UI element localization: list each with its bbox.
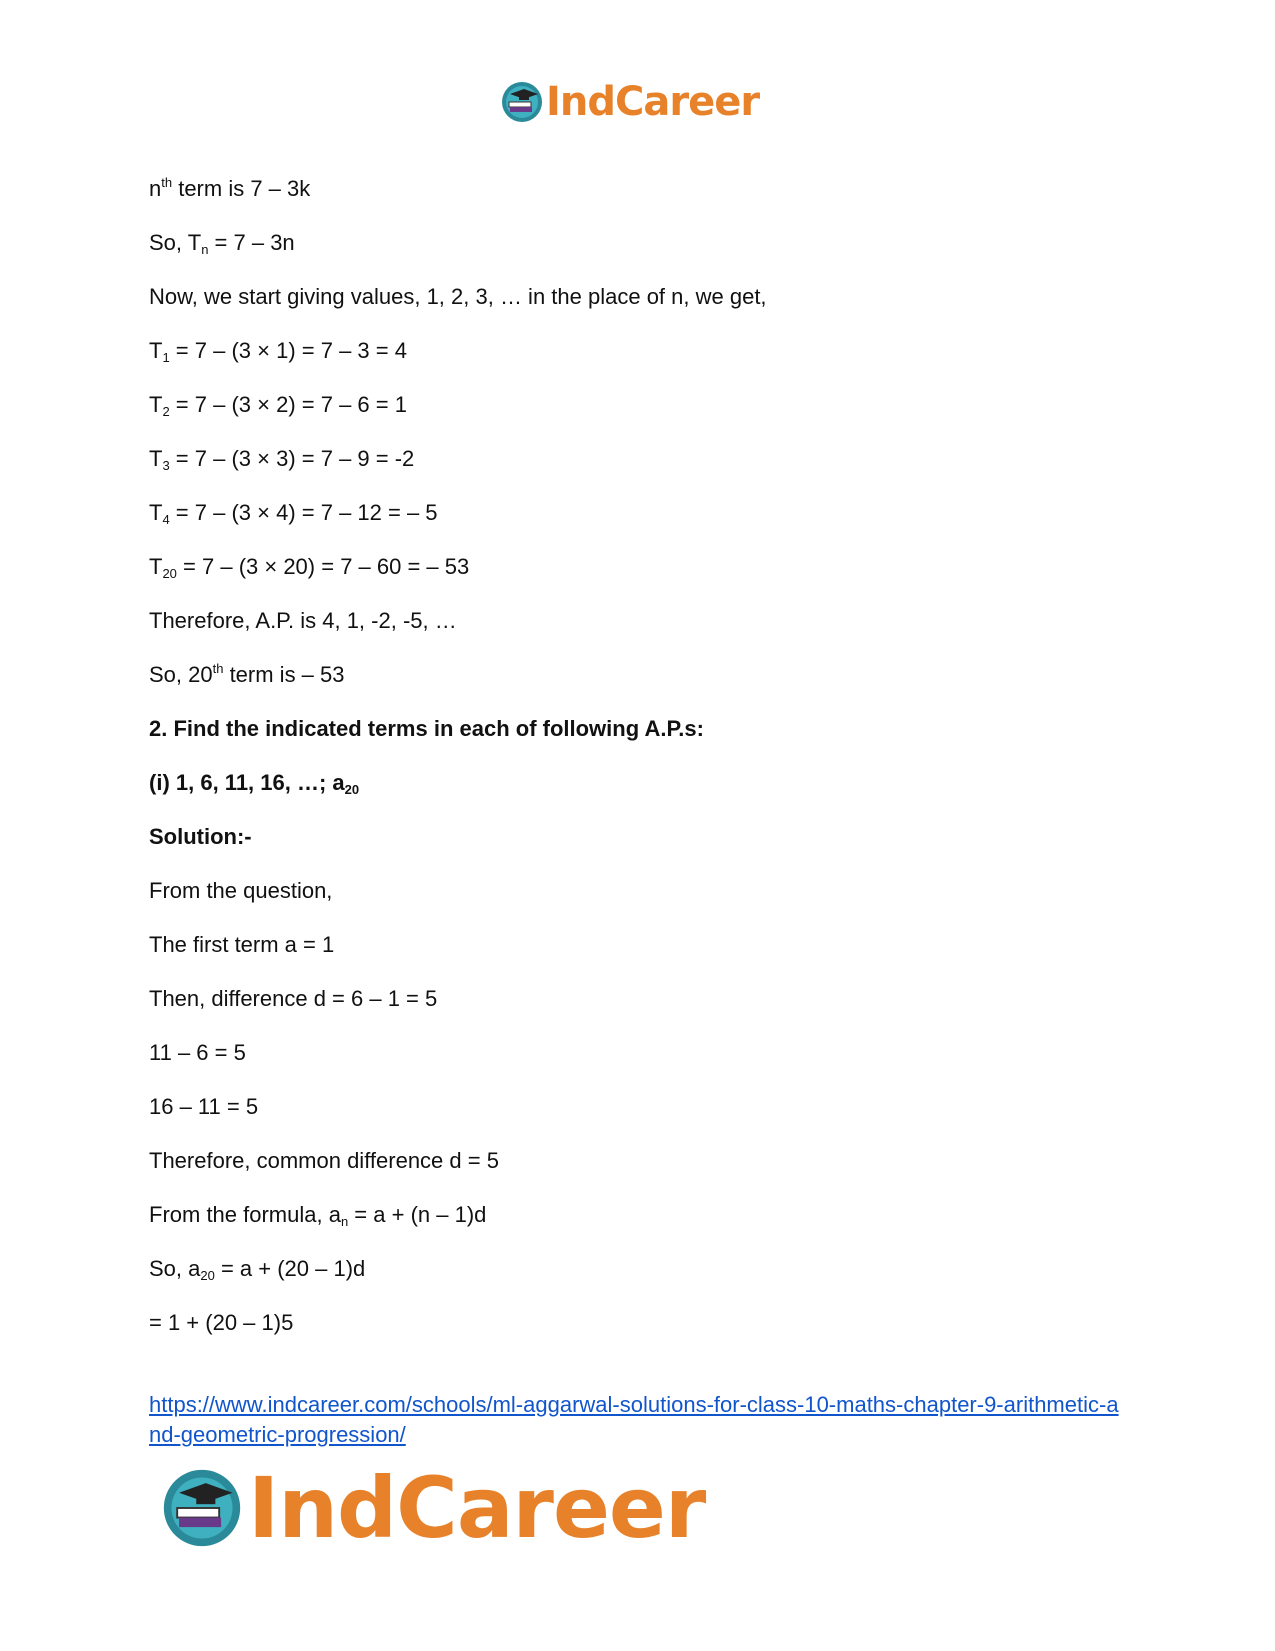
text-line: $T_2 = 7 - (3 \times 2) = 7 - 6 = 1$ [149,392,407,419]
text-line: = 1 + (20 – 1)5 [149,1310,294,1335]
solution-heading: Solution:- [149,824,252,849]
subquestion-heading: (i) 1, 6, 11, 16, …; $a_{20}$ [149,770,360,797]
text-line: From the question, [149,878,333,903]
text-line: 11 – 6 = 5 [149,1040,246,1065]
graduation-book-icon [500,80,544,124]
text-line: Therefore, A.P. is 4, 1, -2, -5, … [149,608,457,633]
text-line: $T_3 = 7 - (3 \times 3) = 7 - 9 = -2$ [149,446,415,473]
text-line: From the formula, $a_n = a + (n - 1)d$ [149,1202,487,1229]
text-line: $T_{20} = 7 - (3 \times 20) = 7 - 60$ = – 53 [149,554,470,581]
brand-wordmark: IndCareer [546,79,760,125]
text-line: So, 20th term is – 53 [149,661,345,687]
brand-wordmark: IndCareer [248,1459,706,1557]
text-line: Now, we start giving values, 1, 2, 3, … in the place of n, we get, [149,284,767,309]
text-line: The first term a = 1 [149,932,335,957]
text-line: $T_4 = 7 - (3 \times 4) = 7 - 12$ = – 5 [149,500,438,527]
graduation-book-icon [160,1466,244,1550]
text-line: Therefore, common difference d = 5 [149,1148,499,1173]
text-line: $n^{th}$ term is 7 – 3k [149,175,311,201]
text-line: Then, difference d = 6 – 1 = 5 [149,986,438,1011]
text-line: So, $a_{20} = a + (20 - 1)d$ [149,1256,366,1283]
footer-logo [160,1459,706,1557]
text-line: So, $T_n = 7 - 3n$ [149,230,295,257]
text-line: $T_1 = 7 - (3 \times 1) = 7 - 3 = 4$ [149,338,407,365]
text-line: 16 – 11 = 5 [149,1094,259,1119]
header-logo [500,78,759,126]
source-link[interactable]: https://www.indcareer.com/schools/ml-aggarwal-solutions-for-class-10-maths-chapter-9-arithmetic-and-geometric-progression/ [149,1392,1119,1447]
question-heading: 2. Find the indicated terms in each of following A.P.s: [149,716,704,741]
